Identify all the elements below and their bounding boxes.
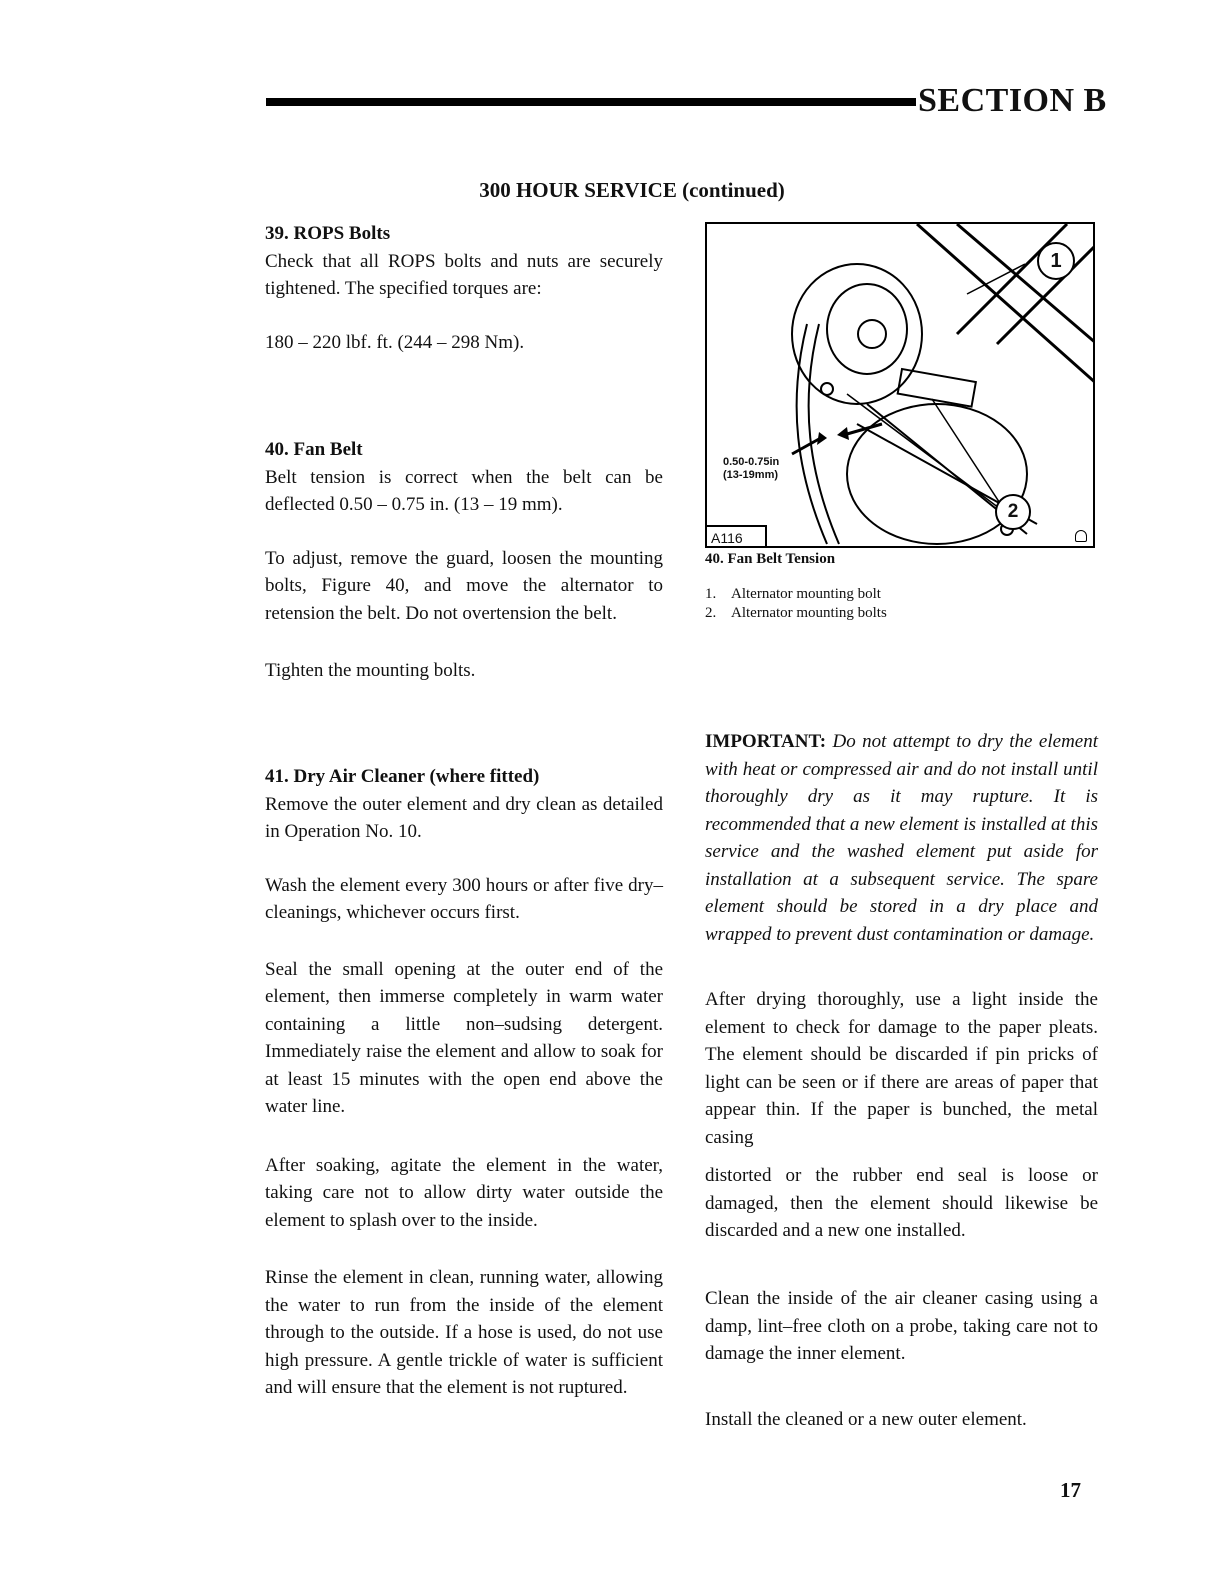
deflection-inches: 0.50-0.75in: [723, 456, 780, 468]
fan-belt-figure: [705, 222, 1095, 548]
fan-belt-adjust: To adjust, remove the guard, loosen the mounting bolts, Figure 40, and move the alternator to retension the belt. Do not overtension the belt.: [265, 547, 663, 624]
figure-caption: 40. Fan Belt Tension: [705, 551, 836, 567]
callout-1: [1037, 242, 1075, 280]
air-cleaner-p2: Wash the element every 300 hours or after five dry–cleanings, whichever occurs first.: [265, 874, 663, 923]
deflection-label: [723, 456, 779, 482]
important-note: [705, 728, 1098, 948]
important-text: Do not attempt to dry the element with heat or compressed air and do not install until thoroughly dry as it may rupture. It is recommended that a new element is installed at this service and the washed element put aside for installation at a subsequent service. The spare element should be stored in a dry place and wrapped to prevent dust contamination or damage.: [705, 731, 1098, 945]
alternator-illustration: [707, 224, 1095, 548]
figure-ref-text: A116: [711, 530, 743, 546]
legend-number: 1.: [705, 586, 717, 602]
callout-2: [995, 494, 1031, 530]
air-cleaner-p1: Remove the outer element and dry clean as detailed in Operation No. 10.: [265, 793, 663, 842]
section-title: SECTION B: [918, 82, 1107, 119]
legend-text: Alternator mounting bolts: [731, 605, 887, 621]
page-heading: 300 HOUR SERVICE (continued): [479, 178, 785, 202]
fan-belt-section: [265, 436, 663, 685]
figure-legend: [705, 585, 887, 623]
fan-belt-text: Belt tension is correct when the belt can be deflected 0.50 – 0.75 in. (13 – 19 mm).: [265, 466, 663, 515]
header-rule: [266, 98, 916, 106]
legend-item: [705, 604, 887, 623]
important-label: IMPORTANT:: [705, 731, 827, 752]
fan-belt-tighten: Tighten the mounting bolts.: [265, 660, 476, 681]
legend-text: Alternator mounting bolt: [731, 586, 881, 602]
air-cleaner-p5: Rinse the element in clean, running water, allowing the water to run from the inside of the element through to the outside. If a hose is used, do not use high pressure. A gentle trickle of water is sufficient and will ensure that the element is not ruptured.: [265, 1267, 663, 1398]
callout-1-number: 1: [1050, 250, 1062, 272]
rops-torque: 180 – 220 lbf. ft. (244 – 298 Nm).: [265, 331, 525, 353]
deflection-mm: (13-19mm): [723, 469, 779, 481]
publisher-mark-icon: [1075, 530, 1087, 542]
air-cleaner-p4: After soaking, agitate the element in the water, taking care not to allow dirty water outside the element to splash over to the inside.: [265, 1154, 663, 1231]
fan-belt-title: 40. Fan Belt: [265, 439, 363, 460]
page-number: 17: [1060, 1478, 1081, 1502]
callout-2-number: 2: [1007, 501, 1019, 522]
air-cleaner-title: 41. Dry Air Cleaner (where fitted): [265, 766, 540, 787]
rops-section: [265, 220, 663, 356]
rops-text: Check that all ROPS bolts and nuts are securely tightened. The specified torques are:: [265, 250, 663, 299]
legend-number: 2.: [705, 605, 717, 621]
air-cleaner-section: [265, 763, 663, 1402]
air-cleaner-p3: Seal the small opening at the outer end of the element, then immerse completely in warm water containing a little non–sudsing detergent. Immediately raise the element and allow to soak for at least 15 minutes with the open end above the water line.: [265, 958, 663, 1117]
right-p1: After drying thoroughly, use a light inside the element to check for damage to the paper pleats. The element should be discarded if pin pricks of light can be seen or if there are areas of paper that appear thin. If the paper is bunched, the metal casing: [705, 989, 1098, 1148]
right-p3: Clean the inside of the air cleaner casing using a damp, lint–free cloth on a probe, taking care not to damage the inner element.: [705, 1288, 1098, 1364]
right-p2: distorted or the rubber end seal is loose or damaged, then the element should likewise be discarded and a new one installed.: [705, 1165, 1098, 1241]
legend-item: [705, 585, 887, 604]
figure-ref: [707, 525, 767, 548]
rops-title: 39. ROPS Bolts: [265, 223, 391, 244]
right-p4: Install the cleaned or a new outer element.: [705, 1409, 1027, 1430]
